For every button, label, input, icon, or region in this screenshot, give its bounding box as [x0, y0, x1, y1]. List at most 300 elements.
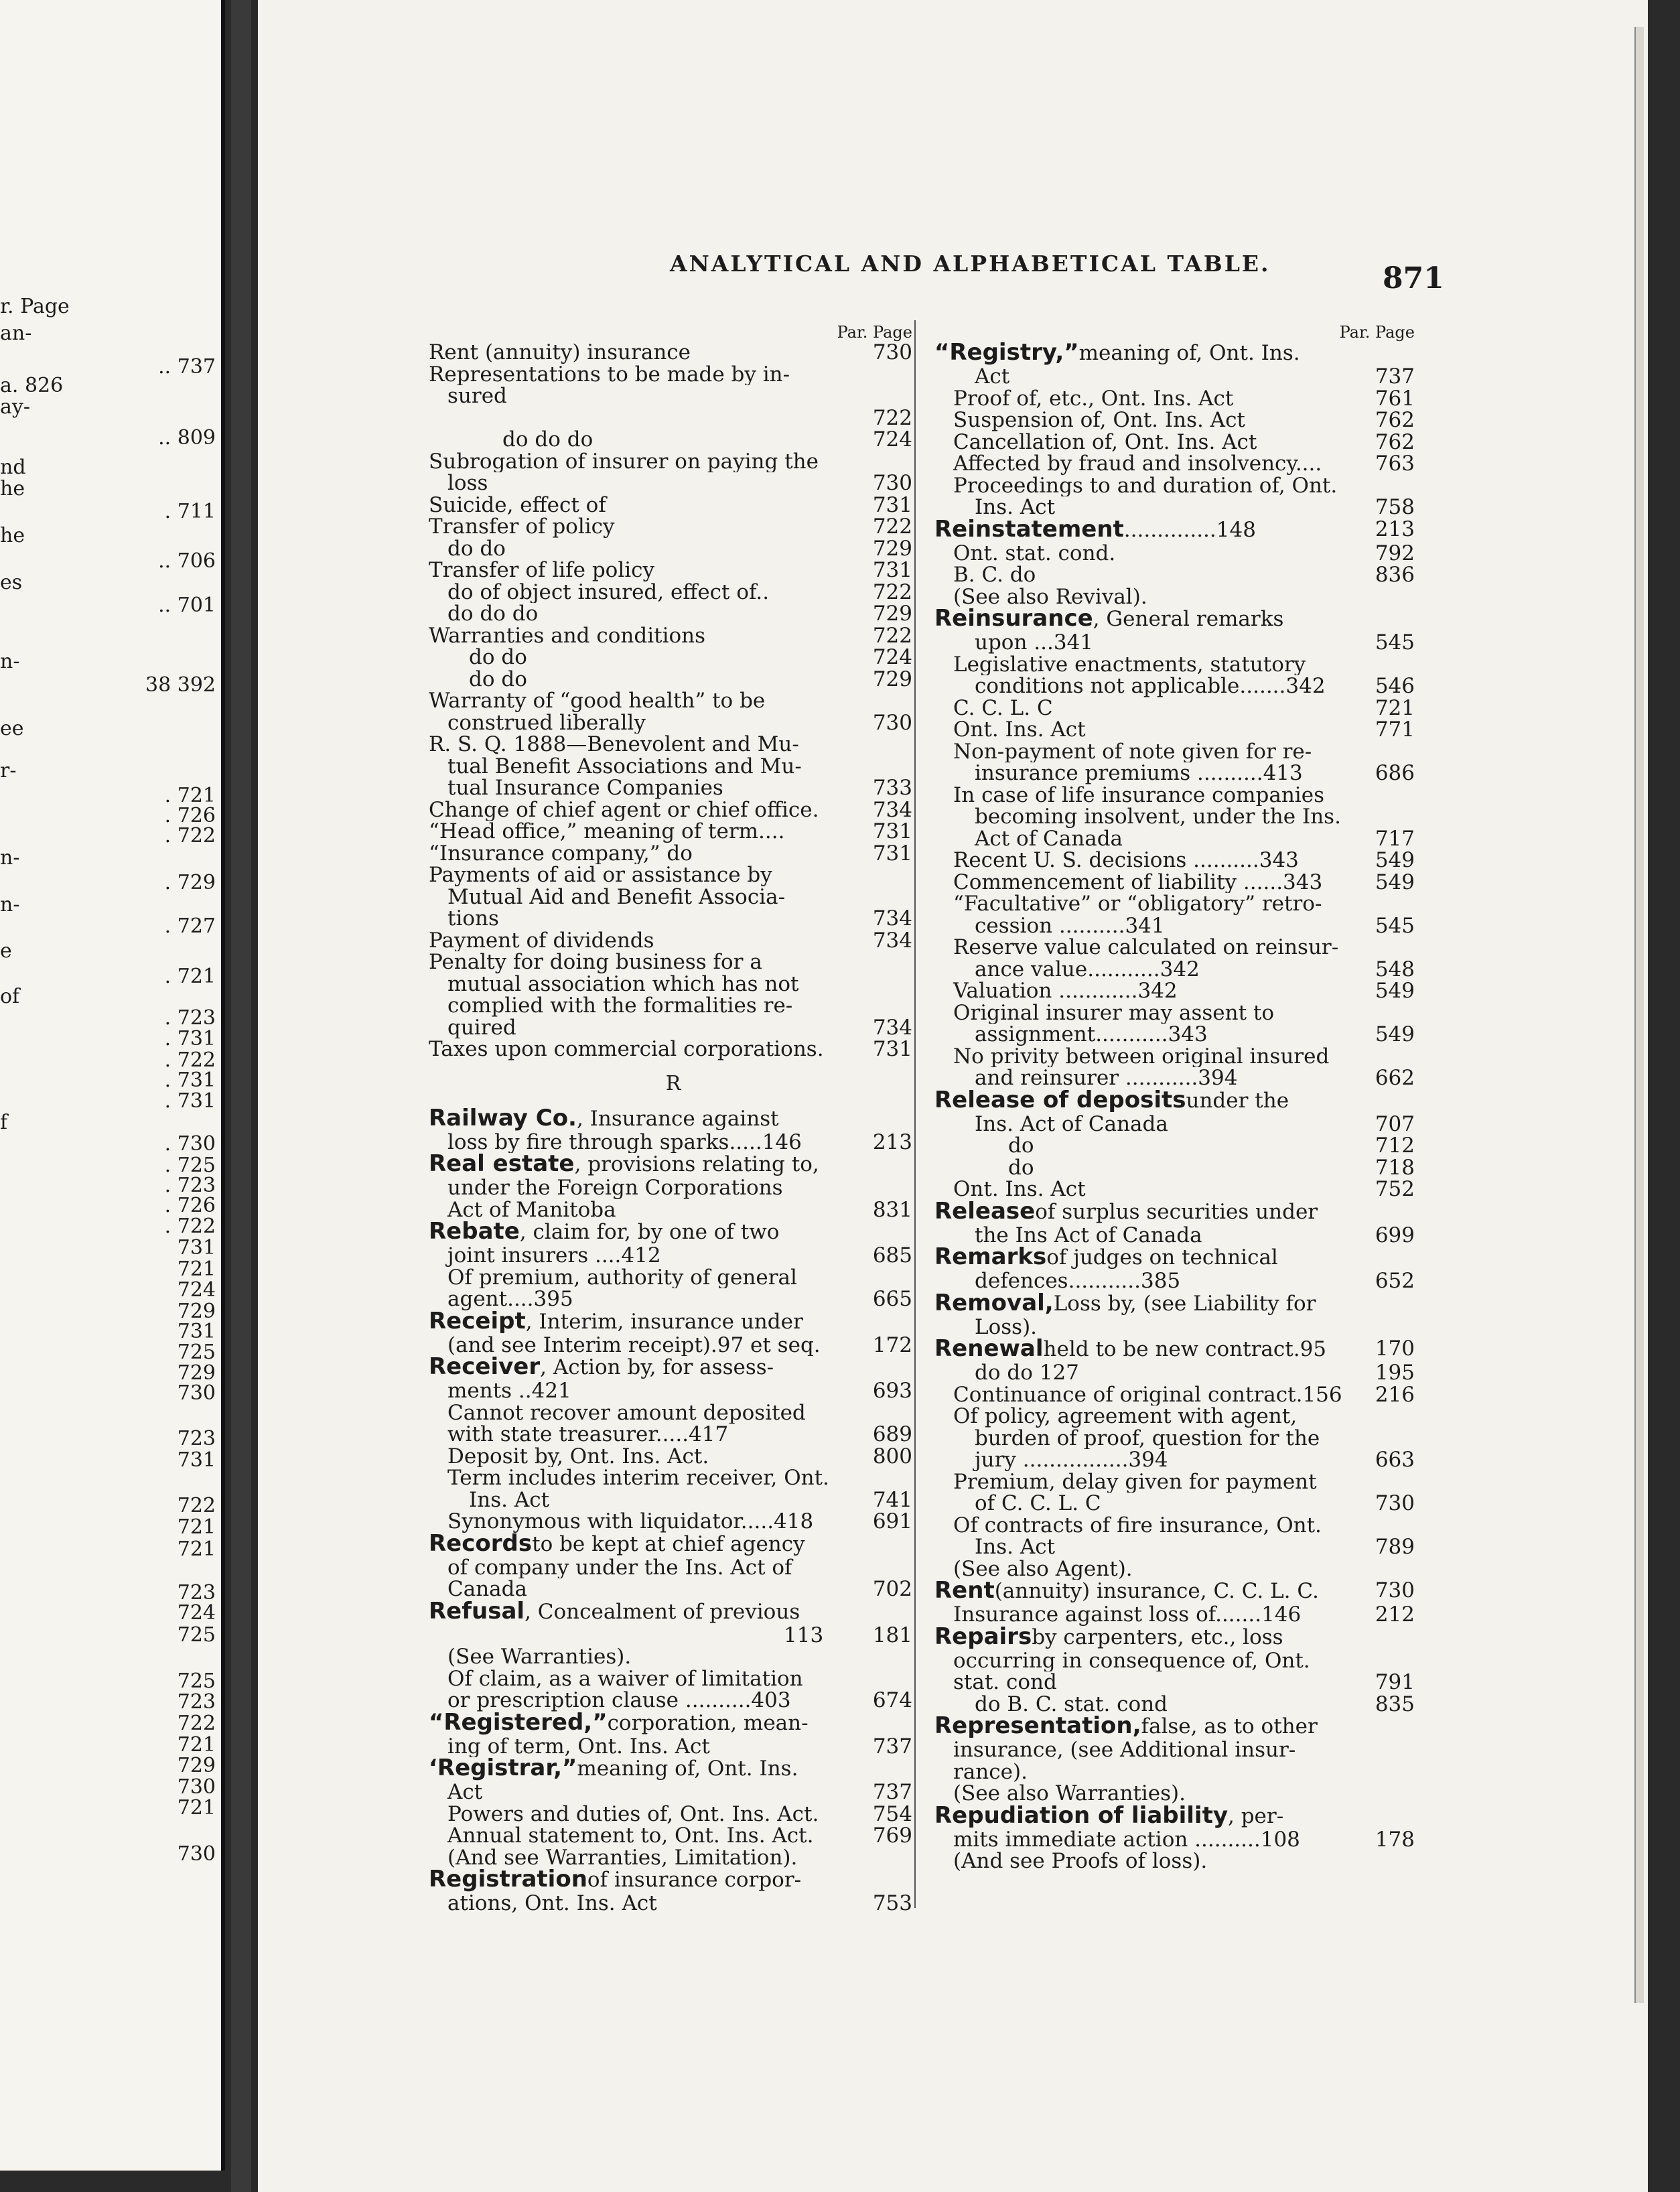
left-page-fragment: . 729 — [164, 871, 216, 894]
entry-page-ref: 731 — [869, 559, 912, 581]
index-entry — [934, 1449, 1420, 1471]
index-entry — [934, 519, 1420, 543]
entry-page-ref: 722 — [869, 516, 912, 538]
index-entry — [429, 1557, 918, 1579]
index-entry — [429, 603, 918, 625]
entry-text: Ins. Act of Canada — [975, 1113, 1168, 1135]
column-divider — [914, 320, 916, 1908]
index-entry — [429, 494, 918, 517]
entry-text: Original insurer may assent to — [953, 1002, 1275, 1024]
entry-text: do B. C. stat. cond — [975, 1693, 1168, 1715]
left-page-fragment: he — [0, 477, 25, 500]
entry-text: Valuation ............342 — [953, 980, 1178, 1002]
index-entry — [429, 1803, 918, 1826]
entry-page-ref: 691 — [869, 1511, 912, 1533]
index-entry — [934, 741, 1420, 763]
index-entry — [934, 1805, 1420, 1829]
index-entry — [934, 1471, 1420, 1493]
index-entry — [429, 581, 918, 604]
entry-page-ref: 722 — [869, 407, 912, 429]
entry-page-ref: 663 — [1371, 1449, 1415, 1471]
index-entry — [934, 762, 1420, 784]
entry-text: Non-payment of note given for re- — [953, 740, 1312, 762]
index-entry — [934, 1067, 1420, 1089]
entry-page-ref: 737 — [869, 1736, 912, 1758]
index-entry — [934, 564, 1420, 586]
index-entry — [934, 1201, 1420, 1225]
entry-text: , Interim, insurance under — [525, 1310, 803, 1334]
left-page-fragment: . 721 — [164, 965, 216, 988]
entry-text: “Facultative” or “obligatory” retro- — [953, 893, 1322, 915]
left-page-fragment: r- — [0, 759, 17, 782]
entry-page-ref: 730 — [869, 472, 912, 494]
entry-headword: Receipt — [429, 1310, 526, 1334]
entry-text: , Action by, for assess- — [540, 1356, 774, 1379]
entry-text: Synonymous with liquidator.....418 — [447, 1511, 814, 1533]
left-page-fragment: es — [0, 571, 23, 594]
entry-page-ref: 761 — [1371, 388, 1415, 410]
entry-text: false, as to other — [1141, 1715, 1318, 1738]
entry-text: do of object insured, effect of.. — [447, 581, 770, 603]
entry-text: do do — [447, 537, 506, 559]
entry-text: ..............148 — [1123, 518, 1256, 542]
entry-page-ref: 545 — [1371, 632, 1415, 654]
index-entry — [934, 1135, 1420, 1157]
entry-text: cession ..........341 — [975, 914, 1165, 937]
entry-text: (annuity) insurance, C. C. L. C. — [994, 1580, 1319, 1603]
entry-text: (See also Revival). — [953, 586, 1147, 608]
entry-page-ref: 686 — [1371, 762, 1415, 784]
entry-page-ref: 724 — [869, 646, 912, 669]
index-entry — [429, 1310, 918, 1334]
index-entry — [934, 1157, 1420, 1179]
entry-text: Subrogation of insurer on paying the — [429, 450, 819, 472]
index-entry — [934, 1671, 1420, 1694]
left-page-fragment: 723 — [177, 1581, 216, 1604]
index-entry — [429, 1334, 918, 1357]
index-entry — [429, 799, 918, 821]
entry-page-ref: 665 — [869, 1288, 912, 1310]
left-page-fragment: f — [0, 1111, 8, 1134]
left-page-fragment: .. 701 — [158, 594, 216, 617]
entry-headword: Registration — [429, 1868, 587, 1893]
index-entry — [934, 1694, 1420, 1716]
index-entry — [934, 1002, 1420, 1024]
entry-page-ref: 170 — [1371, 1338, 1415, 1360]
index-entry — [429, 1712, 918, 1736]
entry-page-ref: 699 — [1371, 1225, 1415, 1247]
entry-text: agent....395 — [447, 1288, 573, 1310]
entry-page-ref: 729 — [869, 538, 912, 560]
entry-headword: Release — [934, 1200, 1036, 1225]
left-page-fragment: 730 — [177, 1381, 216, 1405]
index-entry — [934, 1024, 1420, 1046]
index-entry — [429, 1245, 918, 1267]
entry-text: of C. C. L. C — [975, 1493, 1101, 1515]
entry-text: , claim for, by one of two — [519, 1221, 780, 1244]
column-1-r-entries — [429, 1107, 918, 1915]
entry-page-ref: 831 — [869, 1199, 912, 1221]
left-page-fragment: . 727 — [164, 914, 216, 938]
left-page-fragment: . 723 — [164, 1174, 216, 1197]
index-entry — [934, 608, 1420, 632]
index-entry — [934, 632, 1420, 654]
entry-page-ref: 549 — [1371, 1024, 1415, 1046]
entry-text: (See also Agent). — [953, 1558, 1133, 1580]
par-page-header: Par. Page — [1339, 323, 1415, 342]
entry-text: Ont. stat. cond. — [953, 542, 1116, 564]
left-page-fragment: 723 — [177, 1690, 216, 1714]
entry-headword: Reinsurance — [934, 608, 1093, 632]
left-page-fragment: .. 706 — [158, 549, 216, 573]
left-page-fragment: n- — [0, 893, 20, 916]
entry-page-ref: 835 — [1371, 1694, 1415, 1716]
index-entry — [429, 843, 918, 865]
index-entry — [429, 995, 918, 1017]
entry-page-ref: 718 — [1371, 1157, 1415, 1179]
entry-text: mits immediate action ..........108 — [953, 1828, 1300, 1850]
entry-text: Legislative enactments, statutory — [953, 653, 1306, 675]
index-entry — [934, 1292, 1420, 1316]
index-entry — [429, 1446, 918, 1468]
entry-text: defences...........385 — [975, 1270, 1181, 1292]
entry-text: Of claim, as a waiver of limitation — [447, 1667, 803, 1690]
index-entry — [429, 756, 918, 778]
left-page-fragment: . 730 — [164, 1132, 216, 1156]
entry-text: do do — [469, 668, 527, 690]
left-page-fragment: 731 — [177, 1448, 216, 1472]
entry-page-ref: 693 — [869, 1380, 912, 1402]
index-entry — [429, 1690, 918, 1712]
index-entry — [934, 1650, 1420, 1672]
entry-text: Act — [975, 366, 1010, 388]
entry-text: ments ..421 — [447, 1380, 571, 1402]
index-entry — [934, 849, 1420, 872]
left-page-fragment: 721 — [177, 1733, 216, 1757]
left-page-fragment: . 722 — [164, 1215, 216, 1238]
entry-text: Insurance against loss of.......146 — [953, 1604, 1302, 1626]
index-column-1 — [429, 322, 918, 1915]
entry-page-ref: 730 — [1371, 1493, 1415, 1515]
entry-page-ref: 652 — [1371, 1270, 1415, 1292]
entry-page-ref: 836 — [1371, 564, 1415, 586]
entry-headword: Refusal — [429, 1600, 525, 1625]
index-entry — [429, 516, 918, 538]
entry-page-ref: 722 — [869, 625, 912, 647]
entry-page-ref: 662 — [1371, 1067, 1415, 1089]
left-page-fragment: . 723 — [164, 1006, 216, 1030]
entry-text: insurance premiums ..........413 — [975, 762, 1303, 784]
index-entry — [429, 1625, 918, 1647]
entry-page-ref: 548 — [1371, 959, 1415, 981]
entry-text: of judges on technical — [1046, 1246, 1278, 1270]
entry-text: Transfer of policy — [429, 516, 615, 538]
entry-text: occurring in consequence of, Ont. — [953, 1649, 1310, 1671]
index-entry — [429, 1646, 918, 1668]
entry-page-ref: 734 — [869, 930, 912, 952]
entry-text: ance value...........342 — [975, 958, 1200, 980]
entry-text: Warranties and conditions — [429, 624, 706, 646]
index-entry — [429, 538, 918, 560]
entry-text: of insurance corpor- — [587, 1868, 802, 1892]
index-entry — [429, 1380, 918, 1402]
entry-text: Ont. Ins. Act — [953, 1178, 1086, 1201]
left-page-fragment: r. Page — [0, 295, 70, 318]
index-entry — [429, 1132, 918, 1154]
left-page-fragment: he — [0, 524, 25, 547]
entry-page-ref: 172 — [869, 1334, 912, 1357]
left-page-fragment: 38 392 — [145, 673, 216, 697]
entry-text: by carpenters, etc., loss — [1032, 1625, 1283, 1649]
left-page-fragment: n- — [0, 846, 20, 870]
entry-headword: Records — [429, 1532, 533, 1557]
entry-text: Change of chief agent or chief office. — [429, 799, 819, 821]
entry-page-ref: 763 — [1371, 453, 1415, 475]
entry-text: the Ins Act of Canada — [975, 1224, 1202, 1246]
entry-page-ref: 752 — [1371, 1178, 1415, 1201]
left-page-fragment: e — [0, 939, 12, 963]
entry-text: Reserve value calculated on reinsur- — [953, 937, 1339, 959]
left-page-fragment: a. 826 — [0, 374, 64, 397]
index-entry — [429, 690, 918, 712]
index-entry — [934, 1761, 1420, 1783]
left-page-fragment: . 711 — [164, 500, 216, 523]
entry-text: under the Foreign Corporations — [447, 1177, 783, 1199]
left-page-fragment: 731 — [177, 1236, 216, 1259]
index-entry — [429, 777, 918, 799]
left-page-fragment: 725 — [177, 1341, 216, 1364]
entry-page-ref: 791 — [1371, 1671, 1415, 1694]
left-page-fragment: .. 737 — [158, 355, 216, 379]
entry-headword: Receiver — [429, 1356, 541, 1380]
entry-text: B. C. do — [953, 564, 1036, 586]
entry-page-ref: 737 — [869, 1781, 912, 1803]
entry-text: Cancellation of, Ont. Ins. Act — [953, 431, 1257, 453]
left-page-fragment: 721 — [177, 1515, 216, 1539]
left-page-fragment: 724 — [177, 1601, 216, 1625]
index-entry — [429, 1489, 918, 1511]
entry-headword: Repairs — [934, 1625, 1032, 1650]
index-entry — [429, 1511, 918, 1533]
entry-page-ref: 800 — [869, 1446, 912, 1468]
entry-text: Ont. Ins. Act — [953, 719, 1086, 741]
index-entry — [934, 784, 1420, 807]
entry-text: Act of Canada — [975, 827, 1123, 849]
index-entry — [429, 864, 918, 886]
index-entry — [429, 821, 918, 843]
entry-text: of surplus securities under — [1035, 1200, 1318, 1224]
entry-page-ref: 769 — [869, 1825, 912, 1847]
left-page-fragment: 721 — [177, 1257, 216, 1281]
entry-page-ref: 731 — [869, 494, 912, 517]
entry-text: jury ................394 — [975, 1449, 1168, 1471]
index-entry — [429, 625, 918, 647]
entry-text: Continuance of original contract.156 — [953, 1383, 1342, 1406]
left-page-fragment: ee — [0, 717, 24, 740]
index-entry — [934, 586, 1420, 608]
entry-page-ref: 729 — [869, 603, 912, 625]
entry-text: Canada — [447, 1578, 527, 1600]
entry-text: Payment of dividends — [429, 929, 654, 951]
index-entry — [429, 1467, 918, 1489]
left-page — [0, 0, 225, 2171]
index-entry — [934, 1316, 1420, 1339]
index-entry — [429, 1424, 918, 1446]
entry-text: Suicide, effect of — [429, 494, 606, 516]
index-entry — [429, 1825, 918, 1847]
index-entry — [429, 1356, 918, 1380]
index-entry — [934, 1246, 1420, 1270]
entry-text: , per- — [1227, 1804, 1284, 1828]
entry-text: and reinsurer ...........394 — [975, 1067, 1238, 1089]
entry-text: to be kept at chief agency — [532, 1532, 805, 1556]
left-page-fragment: . 725 — [164, 1154, 216, 1177]
left-page-fragment: of — [0, 985, 20, 1008]
index-entry — [429, 1199, 918, 1221]
entry-page-ref: 685 — [869, 1245, 912, 1267]
index-entry — [934, 1829, 1420, 1851]
entry-text: under the — [1186, 1089, 1289, 1113]
index-entry — [934, 1338, 1420, 1362]
entry-page-ref: 753 — [869, 1893, 912, 1915]
index-entry — [934, 654, 1420, 676]
index-entry — [429, 1868, 918, 1893]
entry-page-ref: 181 — [869, 1625, 912, 1647]
index-entry — [934, 1850, 1420, 1872]
entry-text: Proceedings to and duration of, Ont. — [953, 474, 1338, 496]
book-spine — [231, 0, 251, 2192]
left-page-fragment: 721 — [177, 1796, 216, 1820]
entry-page-ref: 549 — [1371, 872, 1415, 894]
entry-text: Penalty for doing business for a — [429, 951, 762, 973]
entry-text: C. C. L. C — [953, 697, 1053, 719]
entry-page-ref: 762 — [1371, 409, 1415, 431]
entry-page-ref: 731 — [869, 1038, 912, 1060]
left-page-fragment: . 726 — [164, 804, 216, 827]
entry-text: , General remarks — [1093, 608, 1284, 631]
index-entry — [429, 1402, 918, 1424]
entry-page-ref: 216 — [1371, 1384, 1415, 1406]
entry-text: Loss by, (see Liability for — [1053, 1292, 1316, 1316]
entry-headword: Railway Co. — [429, 1107, 577, 1132]
entry-text: do do do — [447, 603, 539, 625]
index-entry — [934, 342, 1420, 366]
left-page-fragment: 722 — [177, 1494, 216, 1517]
index-entry — [934, 1536, 1420, 1558]
entry-page-ref: 717 — [1371, 828, 1415, 850]
index-entry — [934, 1626, 1420, 1650]
index-entry — [429, 1267, 918, 1289]
index-entry — [934, 1493, 1420, 1515]
index-entry — [934, 828, 1420, 850]
index-entry — [429, 385, 918, 407]
entry-text: meaning of, Ont. Ins. — [577, 1757, 798, 1781]
entry-text: meaning of, Ont. Ins. — [1078, 342, 1300, 365]
entry-text: do do — [469, 646, 527, 669]
entry-page-ref: 549 — [1371, 980, 1415, 1002]
entry-page-ref: 702 — [869, 1578, 912, 1600]
index-entry — [934, 1783, 1420, 1805]
entry-text: Rent (annuity) insurance — [429, 342, 691, 364]
entry-headword: Removal, — [934, 1292, 1054, 1316]
entry-text: Powers and duties of, Ont. Ins. Act. — [447, 1803, 819, 1825]
index-column-2 — [934, 322, 1420, 1872]
entry-page-ref: 212 — [1371, 1604, 1415, 1626]
entry-text: complied with the formalities re- — [447, 995, 793, 1017]
entry-text: Loss). — [975, 1316, 1038, 1338]
entry-text: Warranty of “good health” to be — [429, 690, 766, 712]
entry-headword: Representation, — [934, 1715, 1141, 1739]
entry-text: do — [1008, 1135, 1034, 1157]
entry-text: R. S. Q. 1888—Benevolent and Mu- — [429, 734, 799, 756]
index-entry — [429, 1107, 918, 1132]
left-page-fragment: 721 — [177, 1537, 216, 1561]
running-header: ANALYTICAL AND ALPHABETICAL TABLE. — [670, 251, 1271, 277]
left-page-fragment: 730 — [177, 1775, 216, 1799]
entry-text: do do do — [502, 429, 593, 451]
index-entry — [429, 1781, 918, 1803]
entry-text: stat. cond — [953, 1671, 1057, 1694]
left-page-fragment: 729 — [177, 1300, 216, 1323]
entry-headword: “Registered,” — [429, 1711, 608, 1736]
entry-page-ref: 730 — [869, 712, 912, 734]
entry-text: do — [1008, 1156, 1034, 1178]
index-entry — [429, 1038, 918, 1060]
left-page-fragment: an- — [0, 322, 32, 345]
entry-text: loss by fire through sparks.....146 — [447, 1131, 802, 1153]
index-entry — [934, 1046, 1420, 1068]
entry-headword: Release of deposits — [934, 1089, 1186, 1113]
column-2-entries — [934, 342, 1420, 1872]
entry-page-ref: 178 — [1371, 1829, 1415, 1851]
entry-page-ref: 729 — [869, 669, 912, 691]
index-entry — [934, 1558, 1420, 1580]
left-page-fragment: 724 — [177, 1278, 216, 1302]
entry-text: held to be new contract.95 — [1043, 1338, 1327, 1361]
entry-text: Affected by fraud and insolvency.... — [953, 453, 1322, 475]
entry-text: sured — [447, 385, 507, 407]
entry-text: (See Warranties). — [447, 1646, 632, 1668]
entry-text: ing of term, Ont. Ins. Act — [447, 1735, 710, 1757]
entry-text: Proof of, etc., Ont. Ins. Act — [953, 387, 1234, 409]
entry-text: Of premium, authority of general — [447, 1266, 797, 1288]
index-entry — [429, 364, 918, 386]
entry-page-ref: 730 — [869, 342, 912, 364]
index-entry — [934, 1739, 1420, 1761]
entry-text: conditions not applicable.......342 — [975, 675, 1326, 697]
entry-text: tions — [447, 908, 499, 930]
index-entry — [934, 388, 1420, 410]
index-entry — [429, 451, 918, 473]
entry-text: corporation, mean- — [607, 1711, 809, 1735]
entry-page-ref: 734 — [869, 908, 912, 930]
left-page-fragment: ay- — [0, 395, 30, 419]
entry-page-ref: 734 — [869, 799, 912, 821]
index-entry — [429, 1288, 918, 1310]
entry-page-ref: 792 — [1371, 543, 1415, 565]
entry-text: with state treasurer.....417 — [447, 1424, 729, 1446]
index-entry — [934, 1604, 1420, 1626]
index-entry — [429, 1893, 918, 1915]
entry-text: upon ...341 — [975, 632, 1094, 654]
entry-text: Representations to be made by in- — [429, 363, 790, 385]
index-entry — [429, 407, 918, 429]
entry-page-ref: 712 — [1371, 1135, 1415, 1157]
entry-text: Taxes upon commercial corporations. — [429, 1038, 824, 1060]
left-page-fragment: 729 — [177, 1754, 216, 1777]
entry-headword: Repudiation of liability — [934, 1804, 1228, 1829]
entry-text: rance). — [953, 1761, 1028, 1783]
